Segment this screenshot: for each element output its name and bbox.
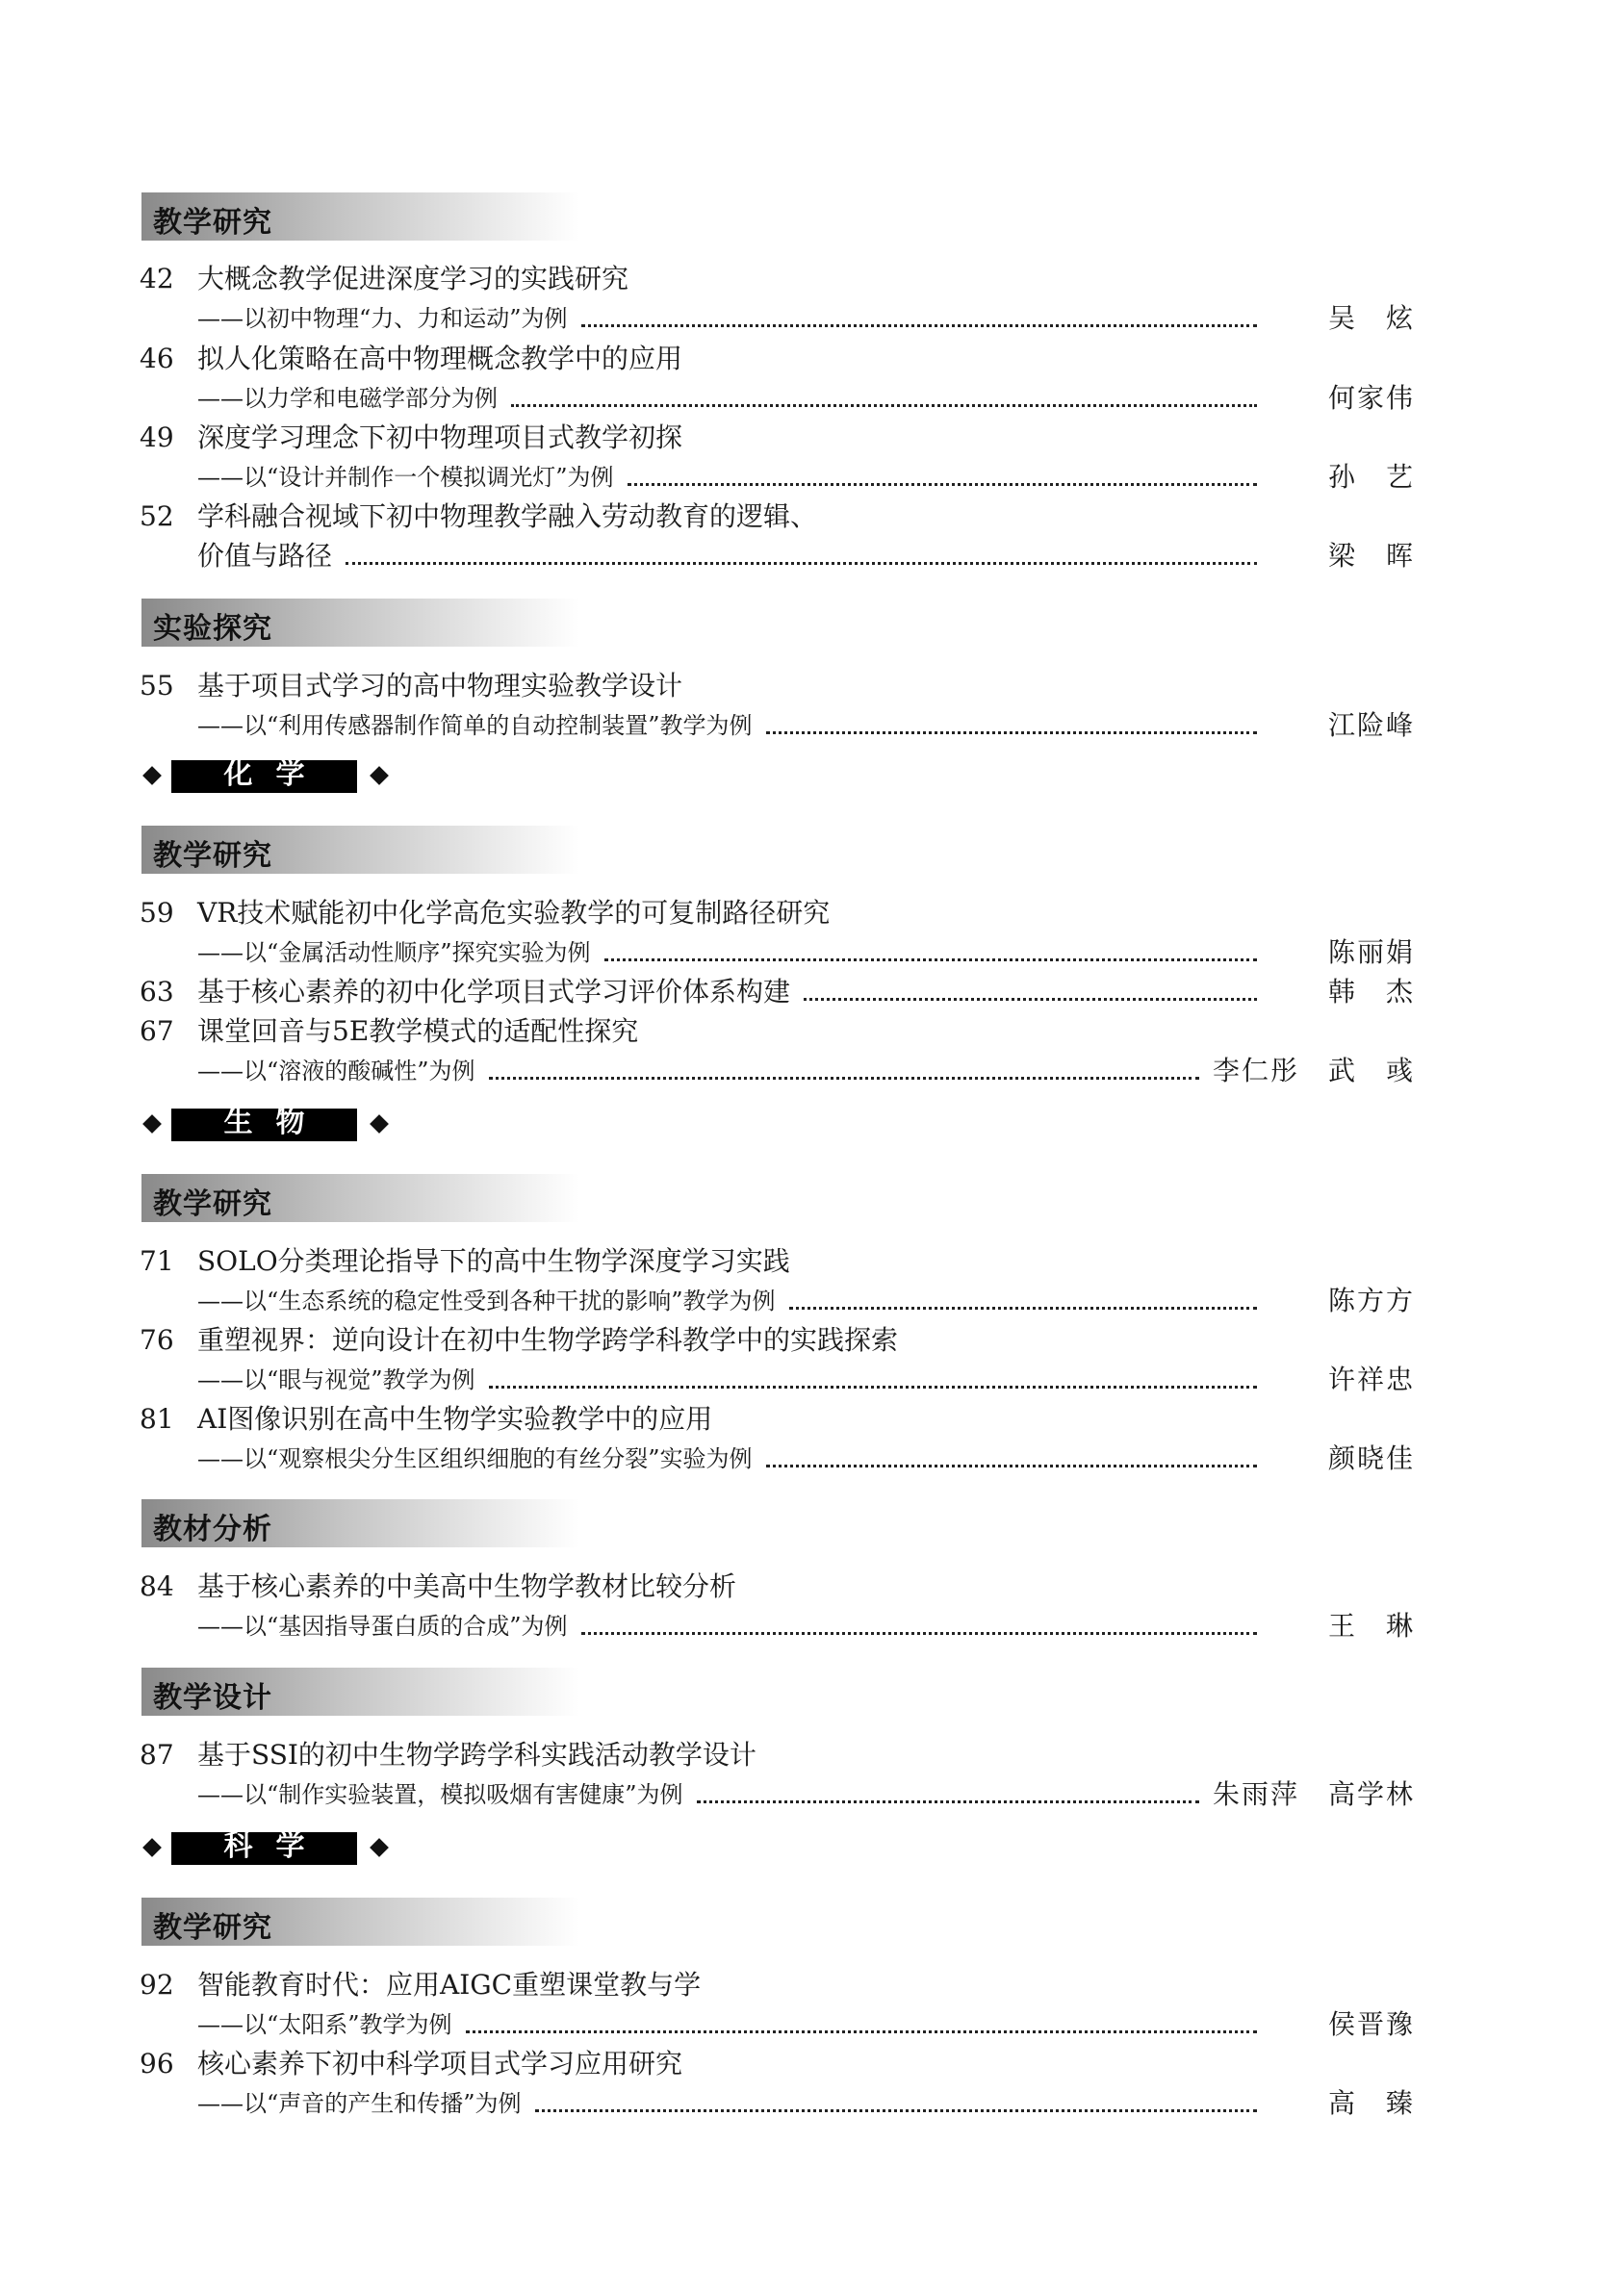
dot-leader <box>804 973 1257 1001</box>
page-number: 52 <box>140 500 174 532</box>
dot-leader <box>604 933 1257 961</box>
article-subtitle: ——以力学和电磁学部分为例 <box>197 385 498 412</box>
page-number: 55 <box>140 670 174 702</box>
subject-label: 生物 <box>171 1109 357 1141</box>
dot-leader <box>581 1607 1257 1635</box>
dot-leader <box>628 458 1257 486</box>
page-number: 84 <box>140 1570 174 1602</box>
article-author: 侯晋豫 <box>1327 2008 1415 2040</box>
diamond-icon <box>370 1114 389 1134</box>
page-number: 59 <box>140 897 174 929</box>
toc-entry[interactable] <box>140 260 1415 339</box>
toc-entry[interactable] <box>140 1242 1415 1321</box>
article-title: 基于核心素养的中美高中生物学教材比较分析 <box>197 1570 737 1602</box>
section-heading: 教学研究 <box>141 1174 579 1222</box>
toc-entry[interactable] <box>140 2045 1415 2124</box>
article-title: AI图像识别在高中生物学实验教学中的应用 <box>197 1403 713 1435</box>
article-author: 颜晓佳 <box>1327 1442 1415 1474</box>
dot-leader <box>489 1052 1199 1080</box>
article-title: 大概念教学促进深度学习的实践研究 <box>197 263 629 294</box>
diamond-icon <box>142 1838 162 1857</box>
article-subtitle: ——以“生态系统的稳定性受到各种干扰的影响”教学为例 <box>197 1288 776 1314</box>
page-number: 46 <box>140 343 174 374</box>
article-title: 深度学习理念下初中物理项目式教学初探 <box>197 421 683 453</box>
subject-label: 科学 <box>171 1832 357 1865</box>
toc-entry[interactable] <box>140 497 1415 576</box>
article-subtitle: ——以“观察根尖分生区组织细胞的有丝分裂”实验为例 <box>197 1445 753 1472</box>
subject-banner <box>140 757 399 799</box>
article-title: 课堂回音与5E教学模式的适配性探究 <box>197 1015 639 1047</box>
article-author: 王 琳 <box>1327 1610 1415 1642</box>
article-author: 梁 晖 <box>1327 540 1415 572</box>
article-title: VR技术赋能初中化学高危实验教学的可复制路径研究 <box>197 897 831 929</box>
section-heading: 教学研究 <box>141 192 579 241</box>
article-title: 基于核心素养的初中化学项目式学习评价体系构建 <box>197 976 791 1008</box>
toc-entry[interactable] <box>140 894 1415 973</box>
article-author: 韩 杰 <box>1327 976 1415 1008</box>
diamond-icon <box>370 1838 389 1857</box>
diamond-icon <box>142 1114 162 1134</box>
diamond-icon <box>370 766 389 785</box>
toc-entry[interactable] <box>140 1321 1415 1400</box>
dot-leader <box>489 1361 1257 1389</box>
page-number: 76 <box>140 1324 174 1356</box>
article-subtitle: ——以“基因指导蛋白质的合成”为例 <box>197 1613 568 1640</box>
article-title: 基于SSI的初中生物学跨学科实践活动教学设计 <box>197 1739 756 1771</box>
dot-leader <box>535 2084 1257 2112</box>
article-subtitle: ——以“设计并制作一个模拟调光灯”为例 <box>197 464 614 491</box>
article-subtitle: 价值与路径 <box>197 540 333 572</box>
article-title: SOLO分类理论指导下的高中生物学深度学习实践 <box>197 1245 790 1277</box>
article-subtitle: ——以“声音的产生和传播”为例 <box>197 2090 522 2117</box>
article-title: 核心素养下初中科学项目式学习应用研究 <box>197 2048 683 2079</box>
dot-leader <box>766 706 1257 734</box>
article-author: 陈丽娟 <box>1327 936 1415 968</box>
article-subtitle: ——以“太阳系”教学为例 <box>197 2011 452 2038</box>
article-subtitle: ——以初中物理“力、力和运动”为例 <box>197 305 568 332</box>
article-subtitle: ——以“眼与视觉”教学为例 <box>197 1366 475 1393</box>
toc-entry[interactable] <box>140 1568 1415 1646</box>
dot-leader <box>581 299 1257 327</box>
article-author: 许祥忠 <box>1327 1364 1415 1395</box>
article-author: 江险峰 <box>1327 709 1415 741</box>
article-author: 高 臻 <box>1327 2087 1415 2119</box>
section-heading: 教学研究 <box>141 826 579 874</box>
dot-leader <box>697 1775 1199 1803</box>
page-number: 67 <box>140 1015 174 1047</box>
page-number: 42 <box>140 263 174 294</box>
article-title: 基于项目式学习的高中物理实验教学设计 <box>197 670 683 702</box>
subject-label: 化学 <box>171 760 357 793</box>
toc-entry[interactable] <box>140 973 1415 1012</box>
page-number: 63 <box>140 976 174 1008</box>
section-heading: 教学研究 <box>141 1898 579 1946</box>
article-author: 李仁彤 武 彧 <box>1213 1055 1416 1086</box>
dot-leader <box>789 1282 1257 1310</box>
article-author: 孙 艺 <box>1327 461 1415 493</box>
toc-entry[interactable] <box>140 1966 1415 2045</box>
subject-banner <box>140 1829 399 1871</box>
section-heading: 教学设计 <box>141 1668 579 1716</box>
article-author: 陈方方 <box>1327 1285 1415 1316</box>
toc-entry[interactable] <box>140 1400 1415 1479</box>
article-subtitle: ——以“制作实验装置，模拟吸烟有害健康”为例 <box>197 1781 683 1808</box>
toc-entry[interactable] <box>140 419 1415 497</box>
article-title: 重塑视界：逆向设计在初中生物学跨学科教学中的实践探索 <box>197 1324 899 1356</box>
page-number: 96 <box>140 2048 174 2079</box>
diamond-icon <box>142 766 162 785</box>
article-title: 学科融合视域下初中物理教学融入劳动教育的逻辑、 <box>197 500 818 532</box>
toc-entry[interactable] <box>140 667 1415 746</box>
article-subtitle: ——以“溶液的酸碱性”为例 <box>197 1058 475 1084</box>
subject-banner <box>140 1106 399 1147</box>
article-author: 吴 炫 <box>1327 302 1415 334</box>
page-number: 71 <box>140 1245 174 1277</box>
article-title: 拟人化策略在高中物理概念教学中的应用 <box>197 343 683 374</box>
dot-leader <box>511 379 1257 407</box>
section-heading: 教材分析 <box>141 1499 579 1547</box>
dot-leader <box>346 537 1257 565</box>
toc-entry[interactable] <box>140 1736 1415 1815</box>
article-author: 何家伟 <box>1327 382 1415 414</box>
page-number: 81 <box>140 1403 174 1435</box>
page-number: 49 <box>140 421 174 453</box>
page-number: 87 <box>140 1739 174 1771</box>
dot-leader <box>766 1440 1257 1467</box>
page-number: 92 <box>140 1969 174 2001</box>
article-subtitle: ——以“利用传感器制作简单的自动控制装置”教学为例 <box>197 712 753 739</box>
section-heading: 实验探究 <box>141 599 579 647</box>
toc-entry[interactable] <box>140 1012 1415 1091</box>
article-author: 朱雨萍 高学林 <box>1213 1778 1416 1810</box>
toc-entry[interactable] <box>140 340 1415 419</box>
article-subtitle: ——以“金属活动性顺序”探究实验为例 <box>197 939 591 966</box>
dot-leader <box>466 2005 1257 2033</box>
article-title: 智能教育时代：应用AIGC重塑课堂教与学 <box>197 1969 702 2001</box>
